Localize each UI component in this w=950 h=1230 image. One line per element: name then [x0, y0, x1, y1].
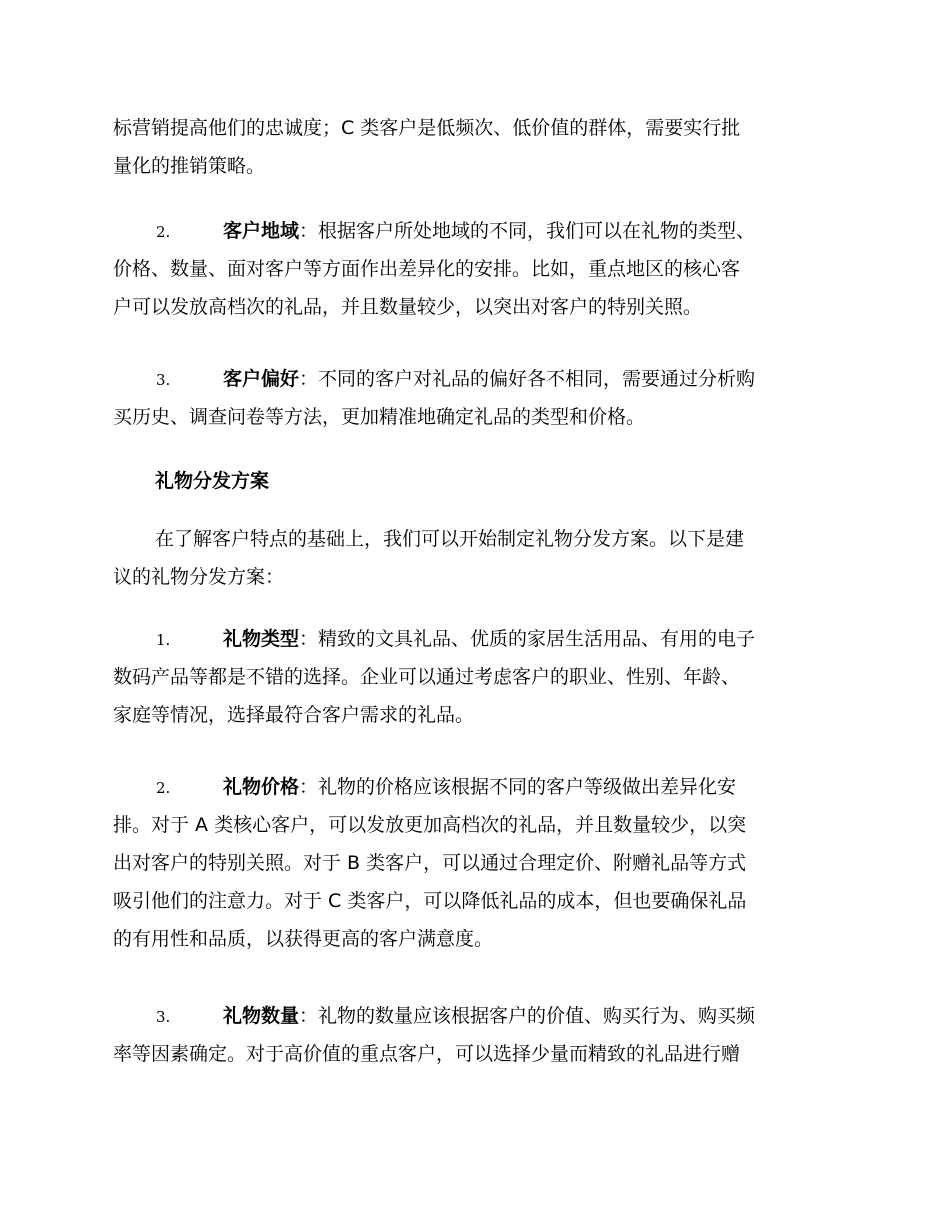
paragraph-customer-tiers-continued [113, 109, 838, 185]
list-item-term: 礼物价格 [223, 776, 300, 798]
list-item-text: ：不同的客户对礼品的偏好各不相同，需要通过分析购 [299, 368, 756, 390]
list-item-term: 客户地域 [223, 220, 300, 242]
text-line: 排。对于 A 类核心客户，可以发放更加高档次的礼品，并且数量较少，以突 [113, 814, 747, 836]
list-item-customer-preference [113, 360, 838, 436]
list-number: 2. [156, 779, 171, 797]
text-line: 在了解客户特点的基础上，我们可以开始制定礼物分发方案。以下是建 [155, 528, 745, 550]
text-line: 价格、数量、面对客户等方面作出差异化的安排。比如，重点地区的核心客 [113, 258, 741, 280]
list-item-customer-region [113, 212, 838, 326]
list-item-first-line [113, 997, 838, 1035]
list-item-first-line [113, 360, 838, 398]
text-line: 率等因素确定。对于高价值的重点客户，可以选择少量而精致的礼品进行赠 [113, 1043, 741, 1065]
list-item-text: ：礼物的价格应该根据不同的客户等级做出差异化安 [299, 776, 737, 798]
list-item-text: ：精致的文具礼品、优质的家居生活用品、有用的电子 [299, 628, 756, 650]
list-item-gift-quantity [113, 997, 838, 1073]
list-item-text: ：根据客户所处地域的不同，我们可以在礼物的类型、 [299, 220, 756, 242]
text-line: 议的礼物分发方案： [113, 566, 285, 588]
list-number: 1. [156, 631, 171, 649]
text-line: 户可以发放高档次的礼品，并且数量较少，以突出对客户的特别关照。 [113, 296, 703, 318]
text-line: 买历史、调查问卷等方法，更加精准地确定礼品的类型和价格。 [113, 406, 646, 428]
list-item-gift-type [113, 620, 838, 734]
list-item-term: 客户偏好 [223, 368, 300, 390]
list-item-first-line [113, 212, 838, 250]
section-heading: 礼物分发方案 [155, 470, 270, 492]
list-item-first-line [113, 620, 838, 658]
list-number: 3. [156, 1008, 171, 1026]
list-number: 2. [156, 223, 171, 241]
list-number: 3. [156, 371, 171, 389]
list-item-term: 礼物数量 [223, 1005, 300, 1027]
text-line: 出对客户的特别关照。对于 B 类客户，可以通过合理定价、附赠礼品等方式 [113, 852, 747, 874]
list-item-term: 礼物类型 [223, 628, 300, 650]
text-line: 家庭等情况，选择最符合客户需求的礼品。 [113, 704, 475, 726]
text-line: 吸引他们的注意力。对于 C 类客户，可以降低礼品的成本，但也要确保礼品 [113, 890, 747, 912]
list-item-text: ：礼物的数量应该根据客户的价值、购买行为、购买频 [299, 1005, 756, 1027]
paragraph-distribution-intro [113, 520, 838, 596]
section-heading-block [113, 462, 838, 500]
list-item-gift-price [113, 768, 838, 958]
text-line: 标营销提高他们的忠诚度；C 类客户是低频次、低价值的群体，需要实行批 [113, 117, 741, 139]
text-line: 数码产品等都是不错的选择。企业可以通过考虑客户的职业、性别、年龄、 [113, 666, 741, 688]
text-line: 的有用性和品质，以获得更高的客户满意度。 [113, 928, 494, 950]
list-item-first-line [113, 768, 838, 806]
text-line: 量化的推销策略。 [113, 155, 266, 177]
